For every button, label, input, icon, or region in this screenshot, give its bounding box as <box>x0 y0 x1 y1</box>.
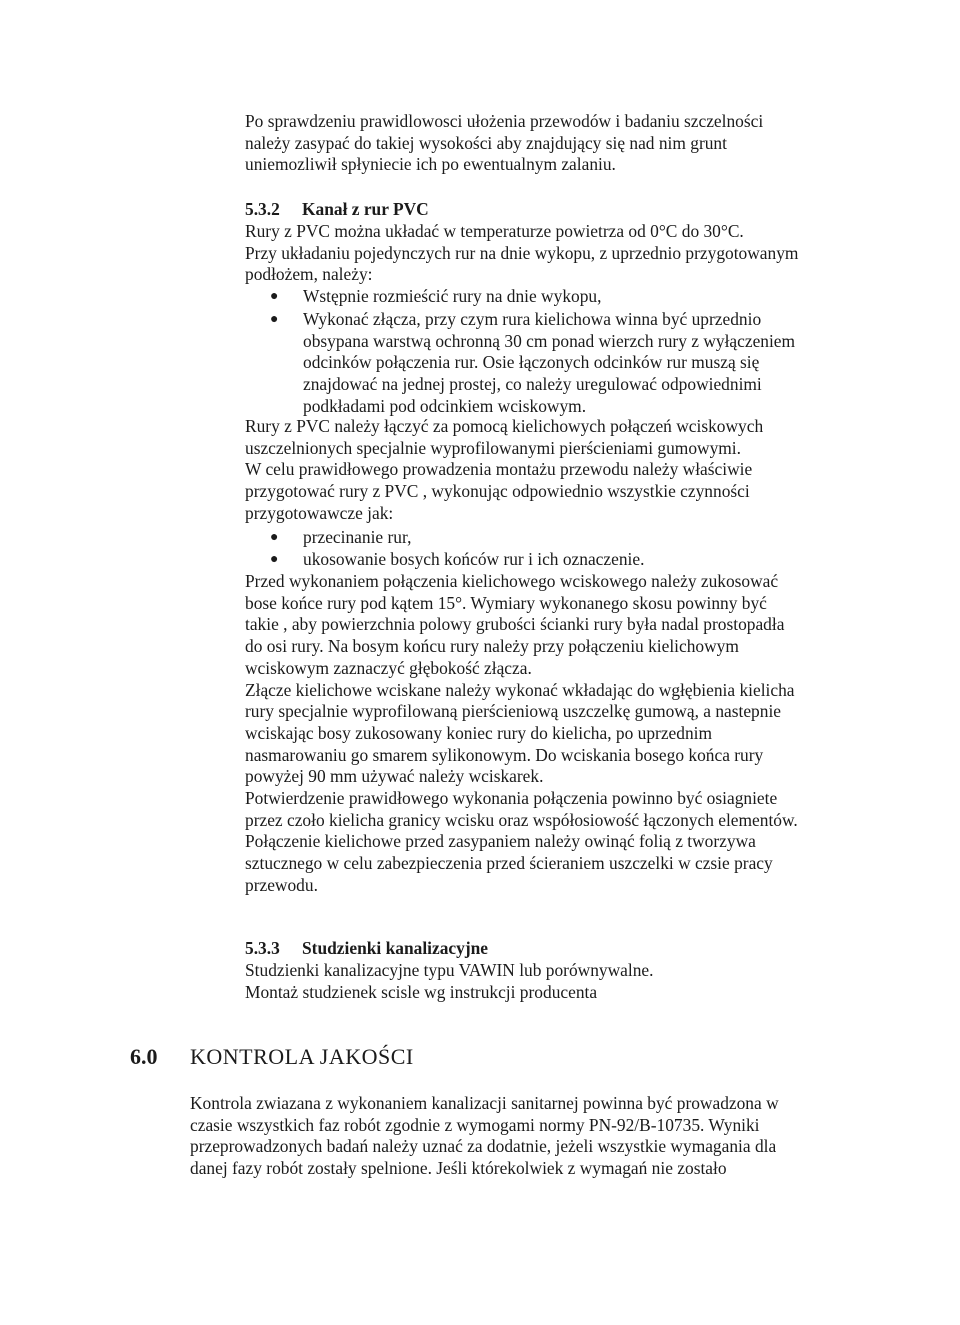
section-6-body <box>190 1093 890 1180</box>
bullet-icon: ● <box>270 289 279 304</box>
text-line: powyżej 90 mm używać należy wciskarek. <box>245 766 544 787</box>
text-line: przewodu. <box>245 874 318 895</box>
text-line: Po sprawdzeniu prawidlowosci ułożenia przewodów i badaniu szczelności <box>245 111 764 131</box>
text-line: bose końce rury pod kątem 15°. Wymiary wykonanego skosu powinny być <box>245 592 767 613</box>
text-line: Wykonać złącza, przy czym rura kielichowa winna być uprzednio <box>303 309 762 329</box>
text-line: do osi rury. Na bosym końcu rury należy przy połączeniu kielichowym <box>245 636 739 657</box>
text-line: znajdować na jednej prostej, co należy uregulować odpowiednimi <box>303 374 762 395</box>
text-line: sztucznego w celu zabezpieczenia przed ścieraniem uszczelki w czsie pracy <box>245 853 773 874</box>
text-line: Montaż studzienek scisle wg instrukcji producenta <box>245 981 598 1002</box>
bullet-item <box>303 527 893 549</box>
text-line: nasmarowaniu go smarem sylikonowym. Do wciskania bosego końca rury <box>245 744 764 765</box>
text-line: Rury z PVC należy łączyć za pomocą kielichowych połączeń wciskowych <box>245 416 764 436</box>
bullet-item <box>303 549 893 571</box>
text-line: Potwierdzenie prawidłowego wykonania połączenia powinno być osiagniete <box>245 788 778 809</box>
text-line: danej fazy robót zostały spelnione. Jeśli którekolwiek z wymagań nie zostało <box>190 1158 727 1179</box>
section-532-number: 5.3.2 <box>245 199 280 219</box>
text-line: Przed wykonaniem połączenia kielichowego wciskowego należy zukosować <box>245 571 779 591</box>
bullet-icon: ● <box>270 312 279 327</box>
text-line: rury specjalnie wyprofilowaną pierścieniową uszczelkę gumową, a nastepnie <box>245 701 782 722</box>
text-line: przez czoło kielicha granicy wcisku oraz współosiowość łączonych elementów. <box>245 809 798 830</box>
text-line: odcinków połączenia rur. Osie łączonych odcinków rur muszą się <box>303 352 760 373</box>
text-line: należy zasypać do takiej wysokości aby znajdujący się nad nim grunt <box>245 132 727 153</box>
bullet-item <box>303 286 893 308</box>
text-line: obsypana warstwą ochronną 30 cm ponad wierzch rury z wyłączeniem <box>303 330 796 351</box>
text-line: przygotować rury z PVC , wykonując odpowiednio wszystkie czynności <box>245 481 750 502</box>
bullet-item <box>303 309 893 418</box>
text-line: Kontrola zwiazana z wykonaniem kanalizacji sanitarnej powinna być prowadzona w <box>190 1093 779 1113</box>
text-line: Wstępnie rozmieścić rury na dnie wykopu, <box>303 286 602 306</box>
text-line: przygotowawcze jak: <box>245 502 394 523</box>
text-line: Złącze kielichowe wciskane należy wykonać wkładając do wgłębienia kielicha <box>245 679 795 700</box>
text-line: Połączenie kielichowe przed zasypaniem należy owinąć folią z tworzywa <box>245 831 756 852</box>
section-532-intro <box>245 221 885 286</box>
bullet-icon: ● <box>270 552 279 567</box>
bullet-icon: ● <box>270 530 279 545</box>
section-533-body <box>245 960 885 1003</box>
intro-paragraph <box>245 111 885 176</box>
text-line: przecinanie rur, <box>303 527 412 547</box>
text-line: takie , aby powierzchnia polowy grubości ścianki rury była nadal prostopadła <box>245 614 785 635</box>
text-line: Studzienki kanalizacyjne typu VAWIN lub porównywalne. <box>245 960 654 980</box>
text-line: podłożem, należy: <box>245 264 373 285</box>
section-532-paragraph-3 <box>245 571 885 897</box>
text-line: podkładami pod odcinkiem wciskowym. <box>303 395 587 416</box>
text-line: uniemozliwił spłyniecie ich po ewentualnym zalaniu. <box>245 154 616 175</box>
section-533-title: Studzienki kanalizacyjne <box>302 938 489 958</box>
text-line: przeprowadzonych badań należy uznać za dodatnie, jeżeli wszystkie wymagania dla <box>190 1136 777 1157</box>
text-line: W celu prawidłowego prowadzenia montażu przewodu należy właściwie <box>245 459 753 480</box>
section-533-number: 5.3.3 <box>245 938 280 958</box>
text-line: wciskając bosy zukosowany koniec rury do kielicha, po uprzednim <box>245 722 712 743</box>
text-line: Rury z PVC można układać w temperaturze powietrza od 0°C do 30°C. <box>245 221 744 241</box>
text-line: Przy układaniu pojedynczych rur na dnie wykopu, z uprzednio przygotowanym <box>245 242 799 263</box>
section-6-title: KONTROLA JAKOŚCI <box>190 1044 414 1069</box>
text-line: czasie wszystkich faz robót zgodnie z wymogami normy PN-92/B-10735. Wyniki <box>190 1114 760 1135</box>
text-line: uszczelnionych specjalnie wyprofilowanymi pierścieniami gumowymi. <box>245 437 741 458</box>
section-532-title: Kanał z rur PVC <box>302 199 429 219</box>
text-line: wciskowym zaznaczyć głębokość złącza. <box>245 657 532 678</box>
section-532-paragraph-2 <box>245 416 885 525</box>
section-6-number: 6.0 <box>130 1044 158 1069</box>
text-line: ukosowanie bosych końców rur i ich oznaczenie. <box>303 549 645 569</box>
